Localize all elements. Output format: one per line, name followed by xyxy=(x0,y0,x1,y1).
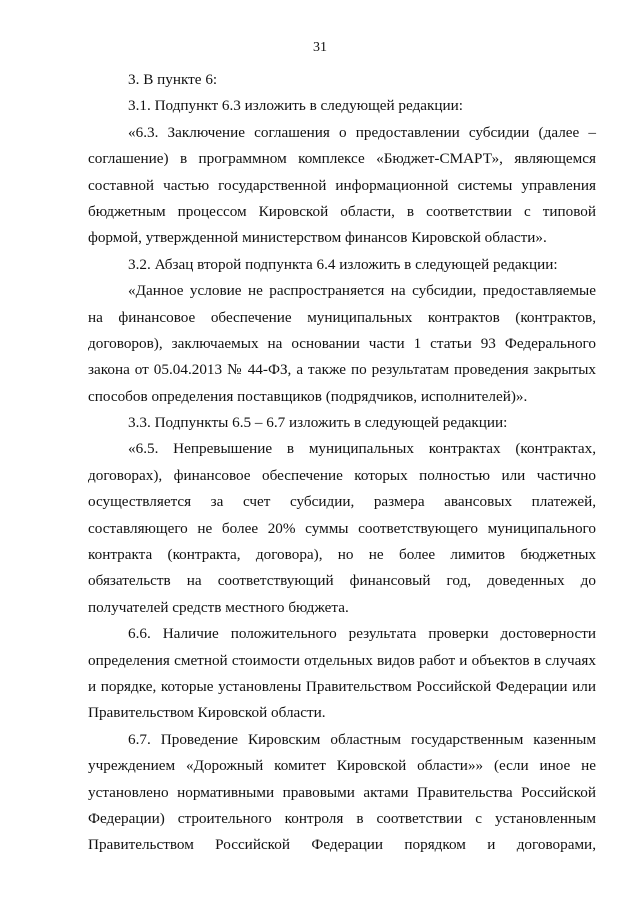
text-line: 6.7. Проведение Кировским областным государственным казенным xyxy=(128,730,596,748)
page-number: 31 xyxy=(313,40,327,55)
text-line: составляющего не более 20% суммы соответствующего муниципального xyxy=(88,519,596,537)
text-line: и порядке, которые установлены Правительством Российской Федерации или xyxy=(88,677,596,695)
text-line: способов определения поставщиков (подрядчиков, исполнителей)». xyxy=(88,387,528,405)
text-line: обязательств на соответствующий финансовый год, доведенных до xyxy=(88,572,596,590)
text-line: учреждением «Дорожный комитет Кировской области»» (если иное не xyxy=(88,757,596,775)
text-line: на финансовое обеспечение муниципальных контрактов (контрактов, xyxy=(88,308,596,326)
text-line: договоров), заключаемых на основании части 1 статьи 93 Федерального xyxy=(88,334,596,352)
text-line: составной частью государственной информационной системы управления xyxy=(88,176,596,194)
text-line: 3. В пункте 6: xyxy=(128,71,218,88)
text-line: закона от 05.04.2013 № 44-ФЗ, а также по результатам проведения закрытых xyxy=(88,361,596,379)
text-line: договорах), финансовое обеспечение которых полностью или частично xyxy=(88,466,596,484)
text-line: установлено нормативными правовыми актами Правительства Российской xyxy=(88,783,596,801)
text-line: осуществляется за счет субсидии, размера авансовых платежей, xyxy=(88,493,596,511)
text-line: Правительством Российской Федерации порядком и договорами, xyxy=(88,836,596,854)
text-line: «6.3. Заключение соглашения о предоставлении субсидии (далее – xyxy=(128,123,596,141)
text-line: получателей средств местного бюджета. xyxy=(88,598,349,616)
text-line: контракта (контракта, договора), но не более лимитов бюджетных xyxy=(88,546,596,564)
document-body xyxy=(88,67,596,859)
text-line: Федерации) строительного контроля в соответствии с установленным xyxy=(88,809,596,827)
text-line: определения сметной стоимости отдельных видов работ и объектов в случаях xyxy=(88,651,596,669)
text-line: Правительством Кировской области. xyxy=(88,704,326,722)
text-line: «Данное условие не распространяется на субсидии, предоставляемые xyxy=(128,282,596,300)
text-line: 6.6. Наличие положительного результата проверки достоверности xyxy=(128,625,596,643)
text-line: 3.1. Подпункт 6.3 изложить в следующей редакции: xyxy=(128,97,464,115)
text-line: 3.3. Подпункты 6.5 – 6.7 изложить в следующей редакции: xyxy=(128,414,508,432)
text-line: формой, утвержденной министерством финансов Кировской области». xyxy=(88,229,547,247)
text-line: бюджетным процессом Кировской области, в соответствии с типовой xyxy=(88,202,596,220)
text-line: «6.5. Непревышение в муниципальных контрактах (контрактах, xyxy=(128,440,596,458)
text-line: 3.2. Абзац второй подпункта 6.4 изложить в следующей редакции: xyxy=(128,255,558,273)
text-line: соглашение) в программном комплексе «Бюджет-СМАРТ», являющемся xyxy=(88,150,596,168)
